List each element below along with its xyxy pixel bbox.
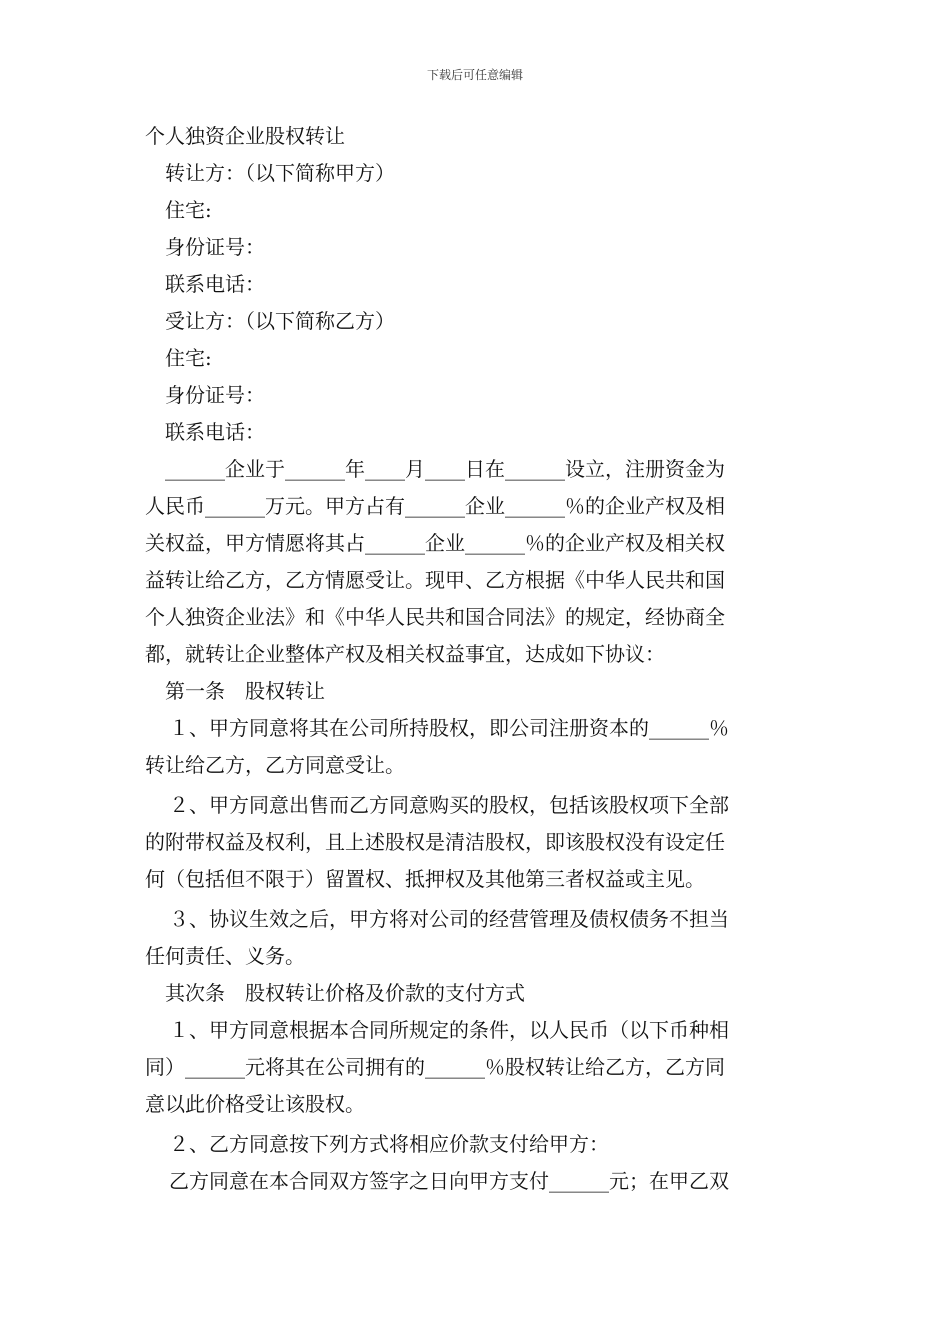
clause-line: ２、甲方同意出售而乙方同意购买的股权，包括该股权项下全部 <box>169 793 729 817</box>
transferor-phone: 联系电话： <box>165 272 265 296</box>
transferee-label: 受让方：（以下简称乙方） <box>165 309 395 333</box>
transferee-id: 身份证号： <box>165 383 265 407</box>
transferor-label: 转让方：（以下简称甲方） <box>165 161 395 185</box>
document-title: 个人独资企业股权转让 <box>145 124 345 148</box>
paragraph-line: 关权益，甲方情愿将其占______企业______％的企业产权及相关权 <box>145 531 725 555</box>
transferor-id: 身份证号： <box>165 235 265 259</box>
clause-line: ３、协议生效之后，甲方将对公司的经营管理及债权债务不担当 <box>169 907 729 931</box>
paragraph-line: ______企业于______年____月____日在______设立，注册资金为 <box>165 457 725 481</box>
paragraph-line: 个人独资企业法》和《中华人民共和国合同法》的规定，经协商全 <box>145 605 725 629</box>
clause-line: 乙方同意在本合同双方签字之日向甲方支付______元；在甲乙双 <box>169 1169 729 1193</box>
clause-line: １、甲方同意将其在公司所持股权，即公司注册资本的______％ <box>169 716 729 740</box>
article-heading: 其次条 股权转让价格及价款的支付方式 <box>165 981 525 1005</box>
clause-line: 转让给乙方，乙方同意受让。 <box>145 753 405 777</box>
paragraph-line: 人民币______万元。甲方占有______企业______％的企业产权及相 <box>145 494 725 518</box>
transferee-phone: 联系电话： <box>165 420 265 444</box>
clause-line: 意以此价格受让该股权。 <box>145 1092 365 1116</box>
article-heading: 第一条 股权转让 <box>165 679 325 703</box>
transferor-address: 住宅: <box>165 198 212 222</box>
clause-line: １、甲方同意根据本合同所规定的条件，以人民币（以下币种相 <box>169 1018 729 1042</box>
document-body <box>145 118 809 1200</box>
clause-line: 的附带权益及权利，且上述股权是清洁股权，即该股权没有设定任 <box>145 830 725 854</box>
clause-line: 任何责任、义务。 <box>145 944 305 968</box>
clause-line: 何（包括但不限于）留置权、抵押权及其他第三者权益或主见。 <box>145 867 705 891</box>
transferee-address: 住宅: <box>165 346 212 370</box>
header-note: 下载后可任意编辑 <box>426 68 523 82</box>
paragraph-line: 都，就转让企业整体产权及相关权益事宜，达成如下协议： <box>145 642 665 666</box>
clause-line: ２、乙方同意按下列方式将相应价款支付给甲方： <box>169 1132 609 1156</box>
clause-line: 同）______元将其在公司拥有的______％股权转让给乙方，乙方同 <box>145 1055 725 1079</box>
paragraph-line: 益转让给乙方，乙方情愿受让。现甲、乙方根据《中华人民共和国 <box>145 568 725 592</box>
